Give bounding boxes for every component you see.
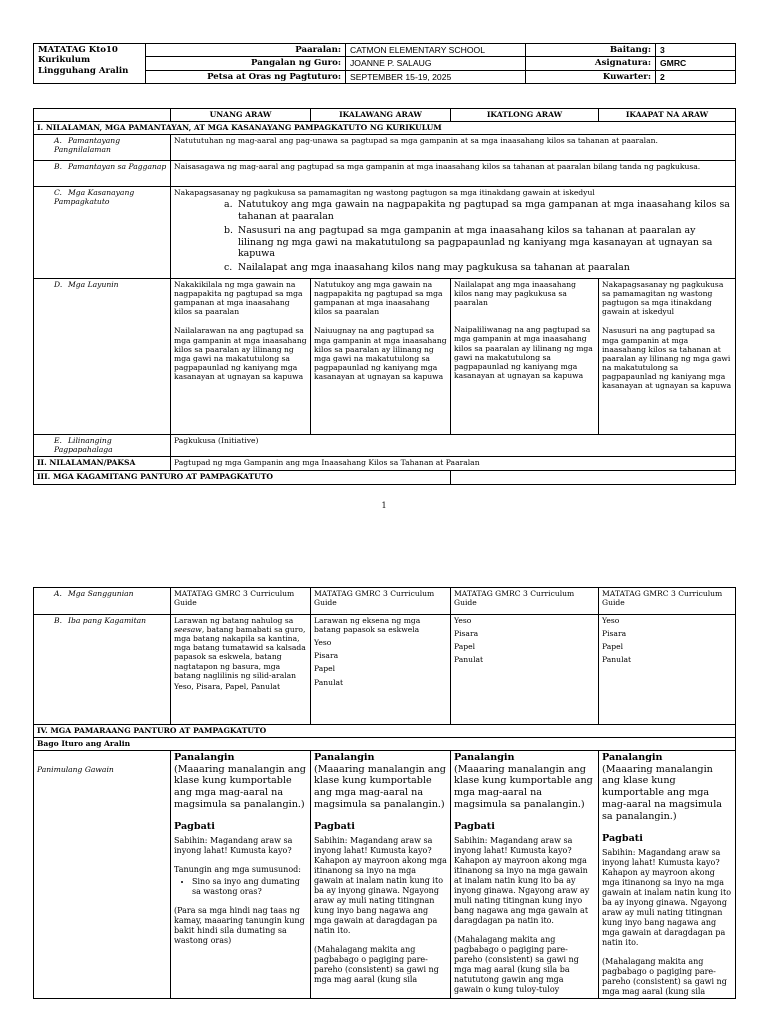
panalangin-heading: Panalangin [602,752,663,763]
materials-day-1-desc [174,616,307,680]
note-text: (Mahalagang makita ang pagbabago o pagiging pare-pareho (consistent) sa gawi ng mga mag aaral (kung sila [602,956,727,996]
competency-text: Nailalapat ang mga inaasahang kilos nang may pagkukusa sa tahanan at paaralan [238,262,630,274]
greeting-text: Sabihin: Magandang araw sa inyong lahat! Kumusta kayo? Kahapon ay mayroon akong mga itinanong sa inyo na mga gawain at inalam natin kung ito ba ay inyong ginawa. Ngayong araw ay muli nating titingnan kung inyo bang nagawa ang mga gawain at daragdagan pa natin ito. [602,847,732,947]
question-list [188,877,307,897]
materials-day-2 [311,615,451,725]
sources-a-day-3: MATATAG GMRC 3 Curriculum Guide [451,588,599,615]
baitang-value: 3 [656,44,736,57]
objectives-day-3 [451,279,599,435]
asignatura-label: Asignatura: [526,57,656,70]
competency-list [224,199,732,274]
competency-item [224,262,732,274]
activity-day-1 [171,751,311,999]
materials-item: Yeso [314,638,332,648]
materials-item: Papel [454,642,476,652]
note-text: (Para sa mga hindi nag taas ng kamay, maaaring tanungin kung bakit hindi sila dumating sa wastong oras) [174,905,305,945]
lesson-plan-table [33,108,736,485]
sources-b-label [34,615,171,725]
panimulang-gawain-label: Panimulang Gawain [34,751,171,999]
header-left [34,44,146,84]
row-b-letter: B. [54,162,62,171]
paaralan-label: Paaralan: [146,44,346,57]
sources-a-title: Mga Sanggunian [68,589,134,598]
materials-item: Pisara [454,629,479,639]
greeting-text: Sabihin: Magandang araw sa inyong lahat! Kumusta kayo? Kahapon ay mayroon akong mga itinanong sa inyo na mga gawain at inalam natin kung ito ba ay inyong ginawa. Ngayong araw ay muli nating titingnan kung inyo bang nagawa ang mga gawain at daragdagan pa natin ito. [454,835,590,925]
section-1-title: I. NILALAMAN, MGA PAMANTAYAN, AT MGA KASANAYANG PAMPAGKATUTO NG KURIKULUM [34,122,736,135]
objectives-day-1 [171,279,311,435]
greeting-text: Sabihin: Magandang araw sa inyong lahat! Kumusta kayo? Kahapon ay mayroon akong mga itinanong sa inyo na mga gawain at inalam natin kung ito ba ay inyong ginawa. Ngayong araw ay muli nating titingnan kung inyo bang nagawa ang mga gawain at daragdagan pa natin ito. [314,835,447,935]
materials-desc-post: , batang bamabati sa guro, mga batang nakapila sa kantina, mga batang tumatawid sa kalsada papasok sa eskwela, batang nagtatapon ng basura, mga batang naglilinis ng silid-aralan [174,625,306,680]
objective-1b: Nailalarawan na ang pagtupad sa mga gampanin at mga inaasahang kilos sa paaralan ay lilinang ng mga gawi na makatutulong sa pagpapaunlad ng kaniyang mga kasanayan at ugnayan sa kapuwa [174,326,307,381]
lesson-plan-table-continued [33,587,736,999]
row-e-label [34,435,171,457]
petsa-value: SEPTEMBER 15-19, 2025 [346,70,526,83]
sources-a-letter: A. [54,589,62,598]
materials-desc-em: seesaw [174,625,202,635]
materials-item: Yeso [602,616,620,625]
row-a-label [34,135,171,161]
objectives-day-4 [599,279,736,435]
row-a-letter: A. [54,136,62,145]
activity-day-4 [599,751,736,999]
materials-item: Papel [314,664,336,674]
pagbati-heading: Pagbati [314,821,355,833]
competency-text: Nasusuri na ang pagtupad sa mga gampanin at mga inaasahang kilos sa tahanan at paaralan ay lilinang ng mga gawi na makatutulong sa pagpapaunlad ng kaniyang mga kasanayan at ugnayan sa kapuwa [238,224,713,260]
materials-item: Panulat [314,677,344,687]
header-line-2: Kurikulum [38,55,91,66]
question-item: • Sino sa inyo ang dumating sa wastong oras? [192,877,307,897]
row-c-intro: Nakapagsasanay ng pagkukusa sa pamamagitan ng wastong pagtugon sa mga itinakdang gawain at iskedyul [174,188,595,197]
sources-a-day-2: MATATAG GMRC 3 Curriculum Guide [311,588,451,615]
panalangin-heading: Panalangin [174,752,235,763]
materials-item: Pisara [314,651,339,661]
materials-day-4 [599,615,736,725]
section-2-text: Pagtupad ng mga Gampanin ang mga Inaasahang Kilos sa Tahanan at Paaralan [171,457,736,471]
guro-value: JOANNE P. SALAUG [346,57,526,70]
competency-text: Natutukoy ang mga gawain na nagpapakita ng pagtupad sa mga gampanan at mga inaasahang kilos sa tahanan at paaralan [238,199,730,223]
row-a-text: Natututuhan ng mag-aaral ang pag-unawa sa pagtupad sa mga gampanin at sa mga inaasahang kilos sa tahanan at paaralan. [171,135,736,161]
row-d-label [34,279,171,435]
day-header-3: IKATLONG ARAW [451,109,599,122]
paaralan-value: CATMON ELEMENTARY SCHOOL [346,44,526,57]
materials-item: Larawan ng eksena ng mga batang papasok sa eskwela [314,616,421,635]
bago-ituro-title: Bago Ituro ang Aralin [34,738,736,751]
materials-item: Panulat [454,655,484,665]
day-header-1: UNANG ARAW [171,109,311,122]
objective-1a: Nakakikilala ng mga gawain na nagpapakita ng pagtupad sa mga gampanan at mga inaasahang kilos sa paaralan [174,280,303,317]
row-d-letter: D. [54,280,63,289]
panalangin-heading: Panalangin [454,752,515,763]
panalangin-text: (Maaaring manalangin ang klase kung kumportable ang mga mag-aaral na magsimula sa panalangin.) [602,763,723,823]
section-3-blank [451,471,736,485]
objective-3a: Nailalapat ang mga inaasahang kilos nang may pagkukusa sa paaralan [454,280,577,308]
row-c-title: Mga Kasanayang Pampagkatuto [54,188,135,207]
greeting-text: Sabihin: Magandang araw sa inyong lahat! Kumusta kayo? [174,835,293,855]
section-2-title: II. NILALAMAN/PAKSA [34,457,171,471]
row-c-letter: C. [54,188,62,197]
kuwarter-label: Kuwarter: [526,70,656,83]
sources-a-label [34,588,171,615]
row-e-text: Pagkukusa (Initiative) [171,435,736,457]
panalangin-heading: Panalangin [314,752,375,763]
guro-label: Pangalan ng Guro: [146,57,346,70]
row-d-title: Mga Layunin [68,280,119,289]
page-number: 1 [381,501,387,510]
activity-day-3 [451,751,599,999]
row-c-label [34,187,171,279]
materials-desc-pre: Larawan ng batang nahulog sa [174,616,294,625]
materials-day-3 [451,615,599,725]
sources-b-title: Iba pang Kagamitan [68,616,147,625]
competency-letter: c. [224,262,233,274]
competency-item [224,225,732,260]
objective-2b: Naiuugnay na ang pagtupad sa mga gampanin at mga inaasahang kilos sa paaralan ay lilinang ng mga gawi na makatutulong sa pagpapaunlad ng kaniyang mga kasanayan at ugnayan sa kapuwa [314,326,447,381]
row-a-title: Pamantayang Pangnilalaman [54,136,121,155]
header-line-1: MATATAG Kto10 [38,45,118,55]
header-table [33,43,736,84]
row-e-letter: E. [54,436,62,445]
tanungin-text: Tanungin ang mga sumusunod: [174,864,301,874]
materials-day-1 [171,615,311,725]
panalangin-text: (Maaaring manalangin ang klase kung kumportable ang mga mag-aaral na magsimula sa panalangin.) [314,763,446,811]
note-text: (Mahalagang makita ang pagbabago o pagiging pare-pareho (consistent) sa gawi ng mga mag aaral (kung sila [314,944,439,984]
materials-item: Panulat [602,655,632,665]
row-b-text: Naisasagawa ng mag-aaral ang pagtupad sa mga gampanin at mga inaasahang kilos sa tahanan at paaralan bilang tanda ng pagkukusa. [171,161,736,187]
objective-4b: Nasusuri na ang pagtupad sa mga gampanin at mga inaasahang kilos sa tahanan at paaralan ay lilinang ng mga gawi na makatutulong sa pagpapaunlad ng kaniyang mga kasanayan at ugnayan sa kapuwa [602,326,732,391]
row-b-label [34,161,171,187]
section-3-title: III. MGA KAGAMITANG PANTURO AT PAMPAGKATUTO [34,471,451,485]
pagbati-heading: Pagbati [454,821,495,833]
competency-letter: b. [224,224,233,236]
asignatura-value: GMRC [656,57,736,70]
note-text: (Mahalagang makita ang pagbabago o pagiging pare-pareho (consistent) sa gawi ng mga mag aaral (kung sila ba natututong gawin ang mga gawain o kung tuloy-tuloy [454,934,579,994]
blank-corner [34,109,171,122]
baitang-label: Baitang: [526,44,656,57]
objective-3b: Naipaliliwanag na ang pagtupad sa mga gampanin at mga inaasahang kilos sa paaralan ay lilinang ng mga gawi na makatutulong sa pagpapaunlad ng kaniyang mga kasanayan at ugnayan sa kapuwa [454,325,593,380]
competency-item [224,199,732,223]
objective-2a: Natutukoy ang mga gawain na nagpapakita ng pagtupad sa mga gampanan at mga inaasahang kilos sa paaralan [314,280,443,317]
materials-day-1-end: Yeso, Pisara, Papel, Panulat [174,681,281,691]
panalangin-text: (Maaaring manalangin ang klase kung kumportable ang mga mag-aaral na magsimula sa panalangin.) [454,763,593,811]
objective-4a: Nakapagsasanay ng pagkukusa sa pamamagitan ng wastong pagtugon sa mga itinakdang gawain at iskedyul [602,280,724,317]
day-header-2: IKALAWANG ARAW [311,109,451,122]
panalangin-text: (Maaaring manalangin ang klase kung kumportable ang mga mag-aaral na magsimula sa panalangin.) [174,763,306,811]
row-e-title: Lilinanging Pagpapahalaga [54,436,113,455]
header-line-3: Lingguhang Aralin [38,65,129,76]
pagbati-heading: Pagbati [602,833,643,845]
row-b-title: Pamantayan sa Pagganap [68,162,167,171]
materials-item: Papel [602,642,624,652]
kuwarter-value: 2 [656,70,736,83]
materials-item: Pisara [602,629,627,639]
day-header-4: IKAAPAT NA ARAW [599,109,736,122]
activity-day-2 [311,751,451,999]
objectives-day-2 [311,279,451,435]
materials-item: Yeso [454,616,472,625]
section-4-title: IV. MGA PAMARAANG PANTURO AT PAMPAGKATUTO [34,725,736,738]
sources-a-day-1: MATATAG GMRC 3 Curriculum Guide [171,588,311,615]
competency-letter: a. [224,199,233,211]
sources-b-letter: B. [54,616,62,625]
pagbati-heading: Pagbati [174,821,215,833]
row-c-content [171,187,736,279]
petsa-label: Petsa at Oras ng Pagtuturo: [146,70,346,83]
sources-a-day-4: MATATAG GMRC 3 Curriculum Guide [599,588,736,615]
